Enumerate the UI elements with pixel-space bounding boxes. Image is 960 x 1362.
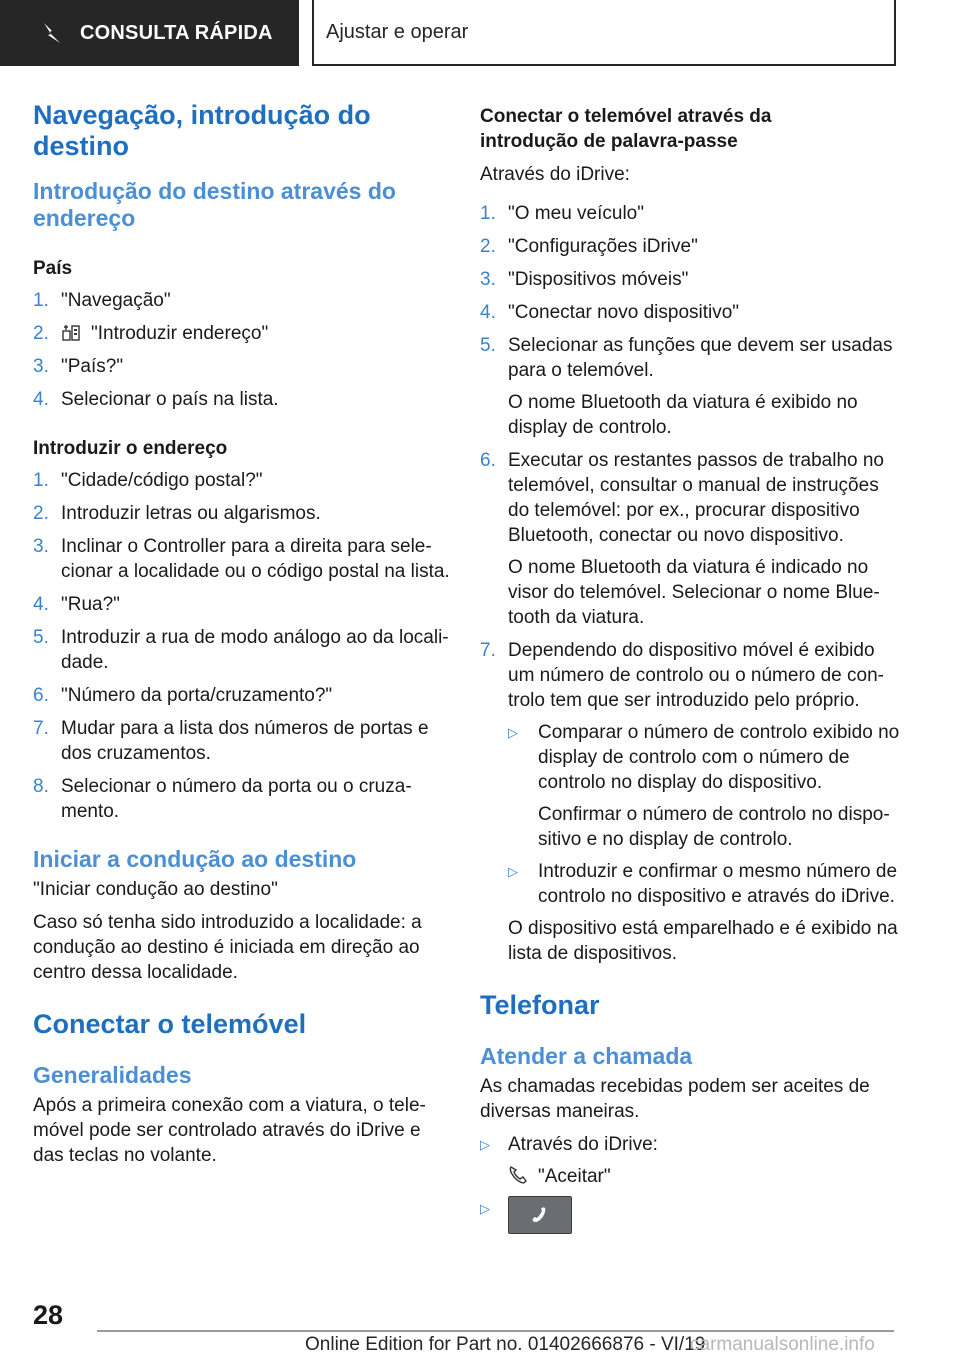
list-item: 4. "Conectar novo dispositivo": [480, 302, 740, 323]
list-item: 6. Executar os restantes passos de trabalho no telemóvel, consultar o manual de instruções do telemóvel: por ex., procurar dispositivo Bluetooth, conectar ou novo dispositivo. O nome Bluetooth da viatura é indicado no visor do telemóvel. Selecionar o nome Blue‐tooth da viatura.: [480, 448, 900, 630]
triangle-bullet-icon: ▷: [480, 1137, 490, 1152]
footer-watermark: carmanualsonline.info: [690, 1334, 875, 1355]
page-header: [0, 0, 960, 66]
list-item: 5. Introduzir a rua de modo análogo ao da locali‐dade.: [33, 627, 449, 673]
bullet-note: Confirmar o número de controlo no dispo‐sitivo e no display de controlo.: [538, 804, 890, 850]
list-item: 7. Mudar para a lista dos números de portas e dos cruzamentos.: [33, 718, 429, 764]
bullet-item: [480, 1196, 900, 1234]
start-guidance-text: Caso só tenha sido introduzido a localidade: a condução ao destino é iniciada em direção ao centro dessa localidade.: [33, 912, 422, 983]
password-connect-heading: Conectar o telemóvel através da introdução de palavra-passe: [480, 106, 772, 152]
country-heading: País: [33, 258, 73, 279]
list-item: 3. "Dispositivos móveis": [480, 269, 689, 290]
list-item: 6. "Número da porta/cruzamento?": [33, 685, 333, 706]
triangle-bullet-icon: ▷: [508, 725, 518, 740]
password-connect-intro: Através do iDrive:: [480, 164, 630, 185]
navigation-title: Navegação, introdução do destino: [33, 100, 371, 161]
list-item: 1. "Navegação": [33, 290, 171, 311]
quick-reference-tab[interactable]: [0, 0, 299, 66]
list-item: 3. Inclinar o Controller para a direita para sele‐cionar a localidade ou o código postal na lista.: [33, 536, 450, 582]
footer-divider: [97, 1330, 894, 1332]
list-item: 2. Introduzir letras ou algarismos.: [33, 503, 321, 524]
page-number: 28: [33, 1300, 64, 1330]
list-item: 2. "Configurações iDrive": [480, 236, 698, 257]
answer-call-title: Atender a chamada: [480, 1043, 693, 1069]
accept-line: "Aceitar": [508, 1164, 900, 1189]
bullet-item: ▷ Comparar o número de controlo exibido no display de controlo com o número de controlo no display do dispositivo. Confirmar o número de controlo no dispo‐sitivo e no display de controlo.: [508, 722, 900, 850]
building-address-icon: [61, 322, 81, 342]
connect-steps: [480, 201, 900, 966]
quick-reference-label: CONSULTA RÁPIDA: [80, 21, 273, 44]
step-note: O nome Bluetooth da viatura é indicado no visor do telemóvel. Selecionar o nome Blue‐tooth da viatura.: [508, 557, 880, 628]
connect-phone-title: Conectar o telemóvel: [33, 1009, 307, 1039]
list-item: 7. Dependendo do dispositivo móvel é exibido um número de controlo ou o número de con‐trolo tem que ser introduzido pelo próprio. ▷ Comparar o número de controlo exibido no display de controlo com o número de controlo no display do dispositivo. Confirmar o número de controlo no dispo‐sitivo e no display de controlo. ▷ Introduzir e confirmar o mesmo número de controlo no dispositivo e através do iDrive. O dispositivo está emparelhado e é exibido na lista de dispositivos.: [480, 640, 900, 964]
steering-wheel-phone-button[interactable]: [508, 1196, 572, 1234]
footer-edition: Online Edition for Part no. 01402666876 - VI/19: [305, 1334, 706, 1355]
lightning-icon: [40, 22, 64, 44]
phone-handset-icon: [508, 1165, 528, 1185]
bullet-item: ▷ Através do iDrive: "Aceitar": [480, 1132, 900, 1189]
list-item: 2. "Introduzir endereço": [33, 323, 269, 344]
section-label: Ajustar e operar: [326, 20, 469, 43]
enter-address-heading: Introduzir o endereço: [33, 438, 228, 459]
general-title: Generalidades: [33, 1062, 192, 1088]
phone-handset-icon: [530, 1206, 552, 1226]
start-guidance-command: "Iniciar condução ao destino": [33, 879, 278, 900]
triangle-bullet-icon: ▷: [480, 1201, 490, 1216]
left-column: [33, 100, 451, 1168]
right-column: [480, 104, 900, 1234]
answer-call-text: As chamadas recebidas podem ser aceites de diversas maneiras.: [480, 1076, 870, 1122]
address-steps: [33, 468, 451, 824]
triangle-bullet-icon: ▷: [508, 864, 518, 879]
list-item: 4. Selecionar o país na lista.: [33, 389, 279, 410]
section-tab[interactable]: [312, 0, 896, 66]
step-note: O nome Bluetooth da viatura é exibido no display de controlo.: [508, 392, 858, 438]
general-text: Após a primeira conexão com a viatura, o tele‐móvel pode ser controlado através do iDrive e das teclas no volante.: [33, 1095, 426, 1166]
list-item: 8. Selecionar o número da porta ou o cruza‐mento.: [33, 776, 412, 822]
start-guidance-title: Iniciar a condução ao destino: [33, 846, 357, 872]
list-item: 1. "Cidade/código postal?": [33, 470, 263, 491]
list-item: 1. "O meu veículo": [480, 203, 644, 224]
bullet-item: ▷ Introduzir e confirmar o mesmo número de controlo no dispositivo e através do iDrive.: [508, 861, 898, 907]
list-item: 4. "Rua?": [33, 594, 120, 615]
telephone-title: Telefonar: [480, 990, 600, 1020]
address-entry-title: Introdução do destino através do endereço: [33, 178, 396, 231]
step-final-note: O dispositivo está emparelhado e é exibido na lista de dispositivos.: [508, 918, 898, 964]
country-steps: [33, 288, 451, 412]
list-item: 5. Selecionar as funções que devem ser usadas para o telemóvel. O nome Bluetooth da viatura é exibido no display de controlo.: [480, 333, 900, 440]
list-item: 3. "País?": [33, 356, 124, 377]
